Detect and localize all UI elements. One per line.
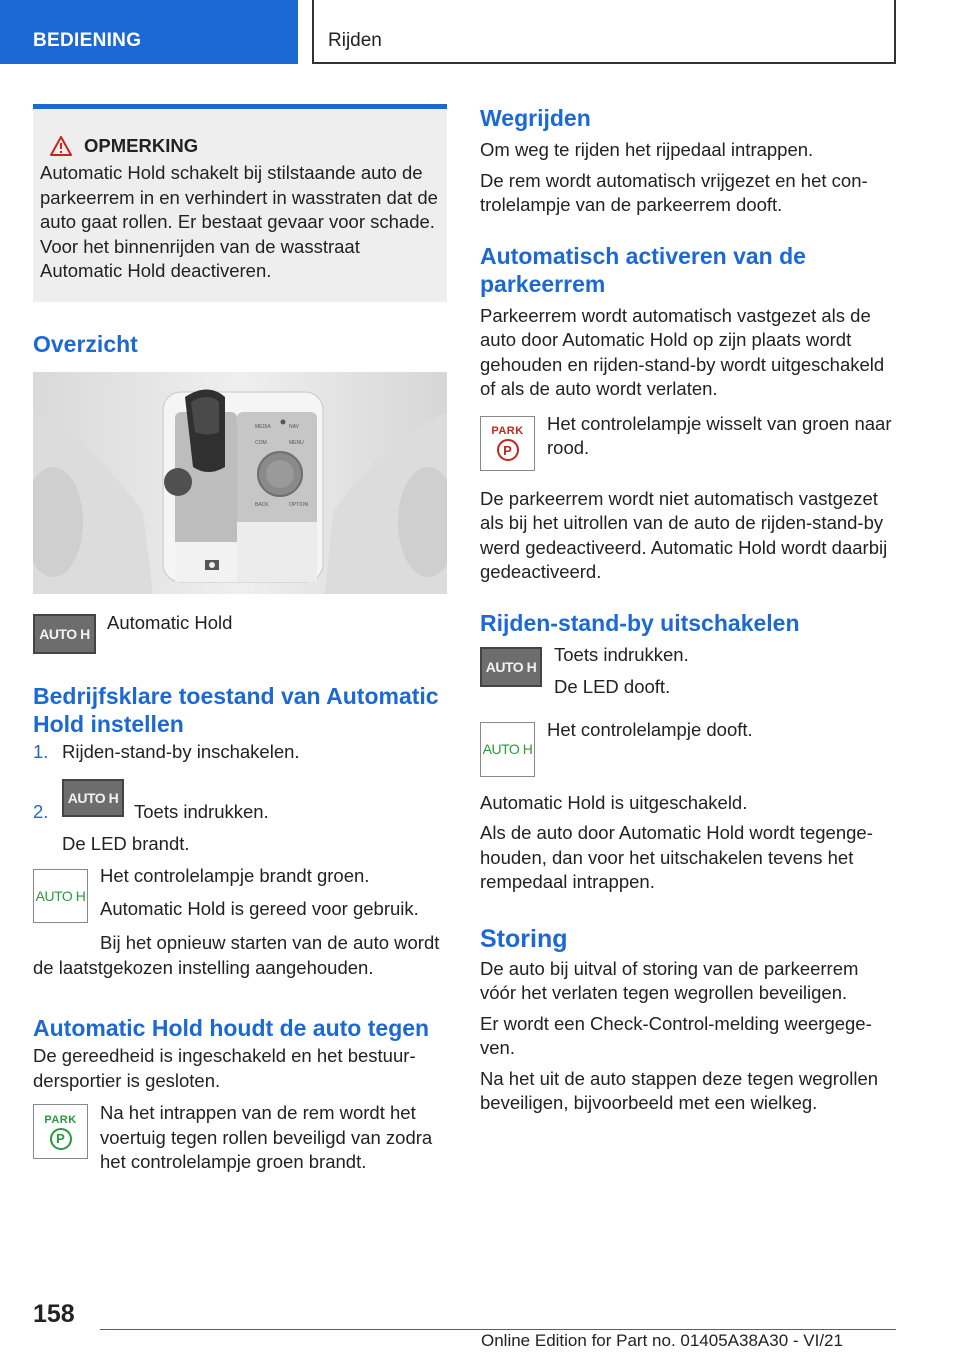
right-column [480,104,896,1116]
fault-text-1: De auto bij uitval of storing van de parkeerrem vóór het verlaten tegen wegrollen beveiligen. [480,957,859,1003]
fault-text-3: Na het uit de auto stappen deze tegen wegrollen beveiligen, bijvoorbeeld met een wielkeg. [480,1067,879,1113]
note-text: Automatic Hold schakelt bij stilstaande auto de parkeerrem in en verhindert in wasstraten dat de auto gaat rollen. Er bestaat gevaar voor schade. Voor het binnenrijden van de wasstraat Automatic Hold deactiveren. [40,162,438,281]
standby-off-text-2: Als de auto door Automatic Hold wordt tegengehouden, dan voor het uitschakelen tevens het rempedaal intrappen. [480,822,873,892]
section-tab [0,0,298,64]
drive-off-text-2: De rem wordt automatisch vrijgezet en het controlelampje van de parkeerrem dooft. [480,169,868,215]
ready-text: Automatic Hold is gereed voor gebruik. [100,897,419,919]
svg-text:NAV: NAV [289,423,299,430]
auto-hold-button-row [33,611,447,654]
heading-auto-park: Automatisch activeren van de parkeerrem [480,242,806,297]
park-green-indicator-icon: PARK P [33,1104,88,1159]
auto-hold-button-icon: AUTO H [33,614,96,654]
park-red-row [480,412,896,471]
auto-hold-button-icon: AUTO H [480,647,542,687]
heading-ready-state: Bedrijfsklare toestand van Automatic Hold instellen [33,682,439,737]
restart-text: Bij het opnieuw starten van de auto wordt de laatstgekozen instelling aangehouden. [33,932,440,978]
park-red-indicator-icon: PARK P [480,416,535,471]
warning-icon [50,136,72,156]
standby-press-row [480,643,896,700]
note-box [33,104,447,302]
svg-text:MEDIA: MEDIA [255,423,271,430]
edition-text: Online Edition for Part no. 01405A38A30 - VI/21 [481,1331,843,1350]
heading-fault: Storing [480,924,568,953]
svg-text:MENU: MENU [289,439,304,446]
lamp-off-text: Het controlelampje dooft. [547,718,753,740]
list-item: 2. AUTO H Toets indrukken. [33,782,447,825]
lamp-red-text: Het controlelampje wisselt van groen naar rood. [547,412,892,458]
auto-hold-caption: Automatic Hold [107,611,233,633]
gear-selector-image [33,372,447,594]
hold-text: De gereedheid is ingeschakeld en het bestuurdersportier is gesloten. [33,1045,416,1091]
chapter-title: Rijden [328,30,382,51]
svg-text:OPTION: OPTION [289,501,309,508]
brake-text: Na het intrappen van de rem wordt het voertuig tegen rollen beveiligd van zodra het controlelampje groen brandt. [100,1102,433,1172]
page-number: 158 [33,1300,75,1328]
lamp-green-text: Het controlelampje brandt groen. [100,865,370,886]
drive-off-text-1: Om weg te rijden het rijpedaal intrappen. [480,139,814,160]
heading-hold: Automatic Hold houdt de auto tegen [33,1015,430,1041]
console-photo [33,372,447,594]
svg-text:COM: COM [255,439,267,446]
led-on-text: De LED brandt. [62,832,190,854]
fault-text-2: Er wordt een Check-Control-melding weergegeven. [480,1012,872,1058]
park-green-row [33,1101,447,1175]
auto-hold-green-indicator-icon: AUTO H [33,869,88,923]
svg-text:BACK: BACK [255,501,269,508]
heading-standby-off: Rijden-stand-by uitschakelen [480,609,800,636]
heading-drive-off: Wegrijden [480,105,591,131]
auto-park-text-2: De parkeerrem wordt niet automatisch vastgezet als bij het uitrollen van de auto de rijden-stand-by werd gedeactiveerd. Automatic Hold wordt daarbij gedeactiveerd. [480,487,888,582]
press-text: Toets indrukken. [554,643,689,665]
note-title: OPMERKING [84,135,199,156]
green-lamp-row [33,864,447,923]
left-column [33,104,447,1175]
section-title: BEDIENING [33,30,142,51]
list-item: 1. Rijden-stand-by inschakelen. [33,740,300,762]
led-off-text: De LED dooft. [554,676,671,697]
heading-overview: Overzicht [33,330,138,357]
lamp-off-row [480,718,896,777]
standby-off-text-1: Automatic Hold is uitgeschakeld. [480,791,748,813]
footer-divider [100,1329,896,1330]
auto-hold-button-icon: AUTO H [62,779,124,817]
chapter-header [312,0,896,64]
auto-park-text-1: Parkeerrem wordt automatisch vastgezet als de auto door Automatic Hold op zijn plaats wordt gehouden en rijden-stand-by wordt uitgeschakeld of als de auto wordt verlaten. [480,304,885,399]
steps-list [33,740,447,825]
auto-hold-indicator-icon: AUTO H [480,722,535,777]
